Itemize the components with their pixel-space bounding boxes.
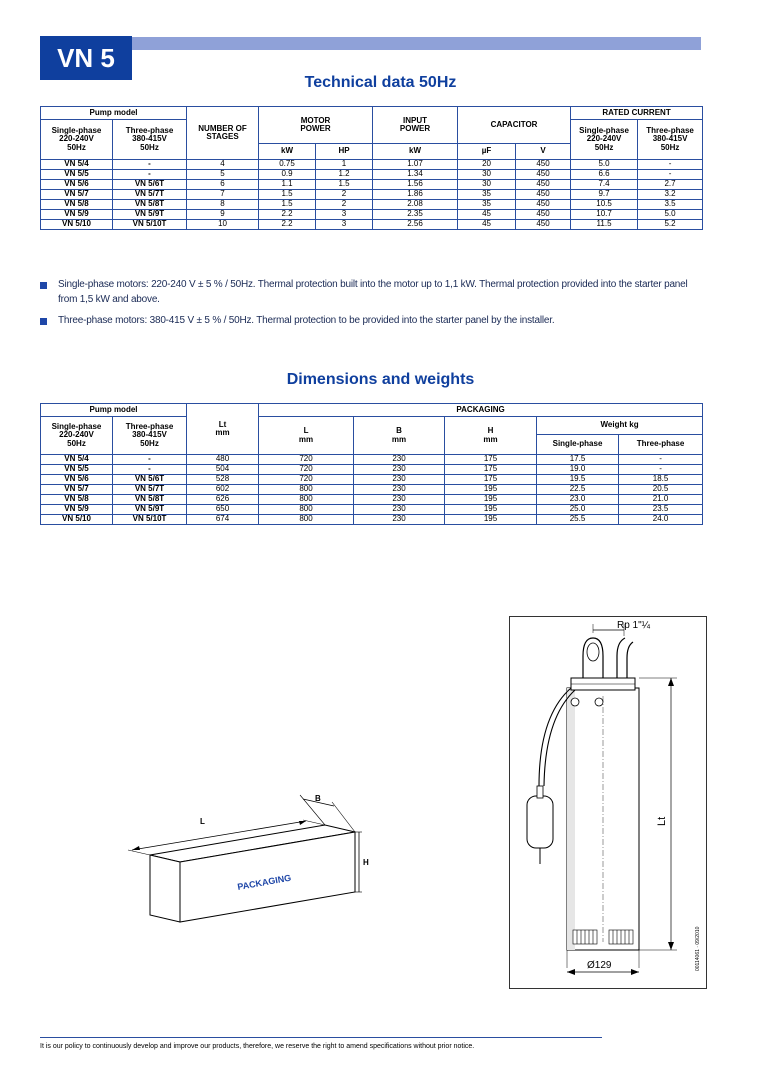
table-cell: 11.5 xyxy=(571,220,638,230)
table-row xyxy=(41,515,703,525)
table-cell: 3 xyxy=(316,210,373,220)
table-cell: 30 xyxy=(458,180,516,190)
table-cell: - xyxy=(619,455,703,465)
table-cell: 230 xyxy=(354,455,445,465)
table-cell: 8 xyxy=(187,200,259,210)
th-rated-current: RATED CURRENT xyxy=(571,107,703,120)
table-cell: VN 5/9 xyxy=(41,505,113,515)
table-cell: 3 xyxy=(316,220,373,230)
table-cell: 0.75 xyxy=(259,160,316,170)
th-dim-single-phase: Single-phase 220-240V 50Hz xyxy=(41,417,113,455)
th-input-power: INPUT POWER xyxy=(373,107,458,144)
th-current-three: Three-phase 380-415V 50Hz xyxy=(638,120,703,160)
dimensions-title: Dimensions and weights xyxy=(286,371,475,388)
table-cell: 2.7 xyxy=(638,180,703,190)
table-row xyxy=(41,220,703,230)
model-badge: VN 5 xyxy=(40,36,132,80)
dimensions-rows xyxy=(41,455,703,525)
th-b: B mm xyxy=(354,417,445,455)
table-cell: VN 5/8T xyxy=(113,495,187,505)
table-cell: 19.0 xyxy=(537,465,619,475)
table-cell: 1 xyxy=(316,160,373,170)
table-cell: 230 xyxy=(354,515,445,525)
table-cell: - xyxy=(113,465,187,475)
th-single-phase: Single-phase 220-240V 50Hz xyxy=(41,120,113,160)
table-cell: 25.0 xyxy=(537,505,619,515)
table-cell: 18.5 xyxy=(619,475,703,485)
table-cell: VN 5/6T xyxy=(113,475,187,485)
table-cell: 9 xyxy=(187,210,259,220)
header-bar xyxy=(132,37,701,50)
table-cell: 10.7 xyxy=(571,210,638,220)
table-cell: VN 5/9T xyxy=(113,210,187,220)
table-row xyxy=(41,160,703,170)
table-cell: 2.56 xyxy=(373,220,458,230)
table-cell: 6.6 xyxy=(571,170,638,180)
table-cell: 1.5 xyxy=(316,180,373,190)
table-cell: 800 xyxy=(259,495,354,505)
packaging-box-drawing xyxy=(110,780,380,930)
table-cell: 2.08 xyxy=(373,200,458,210)
table-cell: 5.0 xyxy=(638,210,703,220)
table-cell: 5.0 xyxy=(571,160,638,170)
notes xyxy=(40,278,704,336)
table-cell: 800 xyxy=(259,515,354,525)
table-cell: 528 xyxy=(187,475,259,485)
footer-divider xyxy=(40,1037,602,1038)
table-cell: 7.4 xyxy=(571,180,638,190)
table-cell: 720 xyxy=(259,455,354,465)
th-unit-kw: kW xyxy=(259,144,316,160)
table-cell: 10.5 xyxy=(571,200,638,210)
th-dim-pump-model: Pump model xyxy=(41,404,187,417)
table-cell: VN 5/4 xyxy=(41,455,113,465)
table-cell: 1.56 xyxy=(373,180,458,190)
th-three-phase: Three-phase 380-415V 50Hz xyxy=(113,120,187,160)
table-cell: - xyxy=(619,465,703,475)
box-label-h: H xyxy=(363,858,369,867)
table-cell: 1.07 xyxy=(373,160,458,170)
table-cell: 23.0 xyxy=(537,495,619,505)
table-cell: 1.34 xyxy=(373,170,458,180)
table-cell: 24.0 xyxy=(619,515,703,525)
table-cell: 20 xyxy=(458,160,516,170)
table-cell: 6 xyxy=(187,180,259,190)
table-row xyxy=(41,505,703,515)
th-weight-single: Single-phase xyxy=(537,435,619,455)
table-cell: 45 xyxy=(458,210,516,220)
table-cell: 195 xyxy=(445,515,537,525)
table-cell: 175 xyxy=(445,455,537,465)
table-cell: VN 5/10 xyxy=(41,515,113,525)
table-cell: VN 5/7T xyxy=(113,190,187,200)
technical-data-table xyxy=(40,106,703,230)
table-cell: 22.5 xyxy=(537,485,619,495)
table-cell: 504 xyxy=(187,465,259,475)
table-cell: - xyxy=(638,160,703,170)
table-cell: 800 xyxy=(259,485,354,495)
th-capacitor: CAPACITOR xyxy=(458,107,571,144)
box-packaging-text: PACKAGING xyxy=(236,872,292,892)
note-single-phase: Single-phase motors: 220-240 V ± 5 % / 50Hz. Thermal protection built into the motor up to 1,1 kW. Thermal protection provided into the starter panel from 1,5 kW and above. xyxy=(40,278,704,307)
table-row xyxy=(41,180,703,190)
th-pump-model: Pump model xyxy=(41,107,187,120)
table-cell: - xyxy=(113,160,187,170)
table-cell: 2.2 xyxy=(259,220,316,230)
table-cell: 230 xyxy=(354,465,445,475)
bullet-square-icon xyxy=(40,318,47,325)
pump-drawing xyxy=(509,616,707,989)
pump-outlet-label: Rp 1"¼ xyxy=(617,620,651,631)
th-weight-three: Three-phase xyxy=(619,435,703,455)
table-row xyxy=(41,200,703,210)
table-cell: 480 xyxy=(187,455,259,465)
table-cell: 602 xyxy=(187,485,259,495)
th-unit-input-kw: kW xyxy=(373,144,458,160)
table-cell: - xyxy=(113,170,187,180)
table-cell: - xyxy=(113,455,187,465)
table-cell: VN 5/5 xyxy=(41,170,113,180)
table-row xyxy=(41,170,703,180)
table-cell: 9.7 xyxy=(571,190,638,200)
table-cell: VN 5/4 xyxy=(41,160,113,170)
table-cell: VN 5/10T xyxy=(113,220,187,230)
th-dim-three-phase: Three-phase 380-415V 50Hz xyxy=(113,417,187,455)
table-cell: VN 5/9T xyxy=(113,505,187,515)
table-row xyxy=(41,485,703,495)
technical-data-rows xyxy=(41,160,703,230)
table-cell: VN 5/6 xyxy=(41,475,113,485)
table-cell: 45 xyxy=(458,220,516,230)
table-cell: VN 5/10T xyxy=(113,515,187,525)
dimensions-table xyxy=(40,403,703,525)
table-cell: 230 xyxy=(354,495,445,505)
table-cell: 30 xyxy=(458,170,516,180)
table-cell: 230 xyxy=(354,505,445,515)
table-cell: VN 5/8 xyxy=(41,200,113,210)
table-cell: 1.5 xyxy=(259,190,316,200)
table-cell: VN 5/7T xyxy=(113,485,187,495)
th-current-single: Single-phase 220-240V 50Hz xyxy=(571,120,638,160)
table-cell: 35 xyxy=(458,190,516,200)
table-cell: 1.86 xyxy=(373,190,458,200)
table-cell: 10 xyxy=(187,220,259,230)
table-cell: 7 xyxy=(187,190,259,200)
table-cell: 230 xyxy=(354,475,445,485)
table-cell: 0.9 xyxy=(259,170,316,180)
table-cell: 720 xyxy=(259,475,354,485)
table-cell: 450 xyxy=(516,220,571,230)
th-lt: Lt mm xyxy=(187,404,259,455)
table-cell: VN 5/5 xyxy=(41,465,113,475)
pump-length-label: Lt xyxy=(656,816,668,826)
table-cell: 195 xyxy=(445,485,537,495)
table-cell: - xyxy=(638,170,703,180)
table-cell: 21.0 xyxy=(619,495,703,505)
th-weight: Weight kg xyxy=(537,417,703,435)
table-row xyxy=(41,495,703,505)
table-cell: 3.5 xyxy=(638,200,703,210)
th-stages: NUMBER OF STAGES xyxy=(187,107,259,160)
pump-diameter-label: Ø129 xyxy=(587,960,612,971)
box-label-l: L xyxy=(200,817,205,826)
box-label-b: B xyxy=(315,794,321,803)
table-cell: 2.35 xyxy=(373,210,458,220)
table-cell: 195 xyxy=(445,495,537,505)
table-cell: 650 xyxy=(187,505,259,515)
footer-disclaimer: It is our policy to continuously develop and improve our products, therefore, we reserve the right to amend specifications without prior notice. xyxy=(40,1043,475,1050)
table-cell: 20.5 xyxy=(619,485,703,495)
table-cell: 5 xyxy=(187,170,259,180)
table-cell: 19.5 xyxy=(537,475,619,485)
table-cell: 17.5 xyxy=(537,455,619,465)
table-cell: 720 xyxy=(259,465,354,475)
technical-data-title: Technical data 50Hz xyxy=(304,74,457,91)
table-cell: VN 5/8 xyxy=(41,495,113,505)
table-cell: 175 xyxy=(445,465,537,475)
table-cell: 2 xyxy=(316,200,373,210)
table-cell: 230 xyxy=(354,485,445,495)
table-cell: 450 xyxy=(516,180,571,190)
table-cell: 4 xyxy=(187,160,259,170)
table-cell: 2 xyxy=(316,190,373,200)
table-cell: VN 5/8T xyxy=(113,200,187,210)
table-cell: 626 xyxy=(187,495,259,505)
th-h: H mm xyxy=(445,417,537,455)
table-cell: 1.1 xyxy=(259,180,316,190)
pump-drawing-code: 00114061 · 09/2010 xyxy=(695,926,701,971)
table-cell: VN 5/9 xyxy=(41,210,113,220)
th-unit-v: V xyxy=(516,144,571,160)
table-cell: 35 xyxy=(458,200,516,210)
th-packaging: PACKAGING xyxy=(259,404,703,417)
th-unit-hp: HP xyxy=(316,144,373,160)
table-cell: 3.2 xyxy=(638,190,703,200)
table-cell: VN 5/7 xyxy=(41,485,113,495)
bullet-square-icon xyxy=(40,282,47,289)
th-unit-uf: µF xyxy=(458,144,516,160)
table-cell: 195 xyxy=(445,505,537,515)
table-cell: 23.5 xyxy=(619,505,703,515)
table-row xyxy=(41,190,703,200)
table-cell: 450 xyxy=(516,160,571,170)
table-cell: 450 xyxy=(516,170,571,180)
table-cell: 800 xyxy=(259,505,354,515)
table-cell: 2.2 xyxy=(259,210,316,220)
table-cell: 175 xyxy=(445,475,537,485)
th-l: L mm xyxy=(259,417,354,455)
table-cell: 450 xyxy=(516,190,571,200)
table-cell: 5.2 xyxy=(638,220,703,230)
table-cell: VN 5/10 xyxy=(41,220,113,230)
th-motor-power: MOTOR POWER xyxy=(259,107,373,144)
table-cell: VN 5/6 xyxy=(41,180,113,190)
table-cell: VN 5/6T xyxy=(113,180,187,190)
table-row xyxy=(41,465,703,475)
table-cell: 1.5 xyxy=(259,200,316,210)
table-cell: 25.5 xyxy=(537,515,619,525)
table-cell: 450 xyxy=(516,210,571,220)
table-cell: 450 xyxy=(516,200,571,210)
table-cell: 1.2 xyxy=(316,170,373,180)
table-row xyxy=(41,475,703,485)
table-cell: 674 xyxy=(187,515,259,525)
note-three-phase: Three-phase motors: 380-415 V ± 5 % / 50Hz. Thermal protection to be provided into the starter panel by the installer. xyxy=(40,314,704,329)
table-row xyxy=(41,210,703,220)
table-row xyxy=(41,455,703,465)
table-cell: VN 5/7 xyxy=(41,190,113,200)
